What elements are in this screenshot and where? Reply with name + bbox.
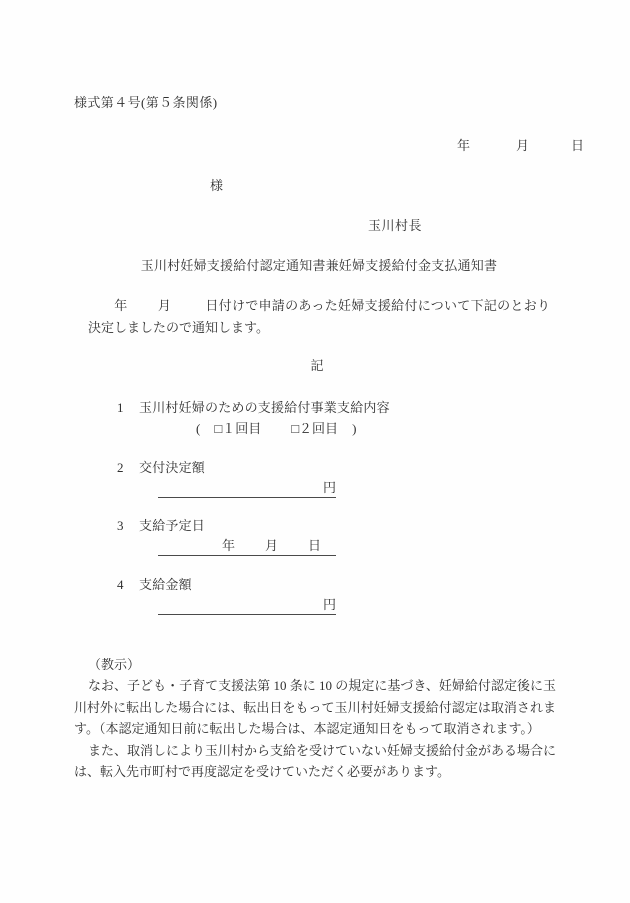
notice-heading: （教示） — [88, 657, 141, 672]
item-3 — [117, 515, 205, 534]
issue-date-day: 日 — [570, 138, 584, 153]
form-number: 様式第４号(第５条関係) — [74, 95, 218, 110]
addressee-honorific: 様 — [210, 178, 224, 193]
paren-close: ) — [352, 421, 357, 436]
paren-open: ( — [196, 421, 201, 436]
notice-paragraph-1: なお、子ども・子育て支援法第 10 条に 10 の規定に基づき、妊婦給付認定後に玉川村外に転出した場合には、転出日をもって玉川村妊婦支援給付認定は取消されます。（本認定通知日前に転出した場合は、本認定通知日をもって取消されます。） — [74, 678, 556, 736]
ki-marker: 記 — [310, 358, 324, 373]
item-4-number: 4 — [117, 577, 124, 592]
item-2 — [117, 457, 205, 476]
issue-date-month: 月 — [515, 138, 529, 153]
item-3-date-field[interactable] — [158, 536, 336, 556]
item-3-month: 月 — [265, 538, 279, 553]
issuer-name: 玉川村長 — [368, 218, 423, 233]
issue-date-year: 年 — [456, 138, 470, 153]
intro-text: 日付けで申請のあった妊婦支援給付について下記のとおり決定しましたので通知します。 — [88, 298, 550, 335]
item-3-day: 日 — [308, 538, 322, 553]
document-title: 玉川村妊婦支援給付認定通知書兼妊婦支援給付金支払通知書 — [140, 258, 498, 273]
item-2-unit: 円 — [322, 480, 336, 495]
intro-year: 年 — [114, 298, 128, 313]
item-4-amount-field[interactable] — [158, 595, 336, 615]
notice-body — [74, 675, 556, 783]
notice-paragraph-2: また、取消しにより玉川村から支給を受けていない妊婦支援給付金がある場合には、転入先市町村で再度認定を受けていただく必要があります。 — [74, 742, 557, 779]
item-2-label: 交付決定額 — [139, 460, 206, 475]
issue-date-line — [0, 135, 584, 154]
intro-paragraph — [88, 295, 550, 339]
item-1-label: 玉川村妊婦のための支援給付事業支給内容 — [139, 400, 390, 415]
item-1 — [117, 397, 390, 416]
item-4 — [117, 574, 192, 593]
item-2-number: 2 — [117, 460, 124, 475]
item-3-label: 支給予定日 — [139, 518, 206, 533]
checkbox-second-time[interactable]: □２回目 — [291, 421, 339, 436]
item-4-unit: 円 — [322, 597, 336, 612]
item-3-year: 年 — [222, 538, 236, 553]
item-3-number: 3 — [117, 518, 124, 533]
item-2-amount-field[interactable] — [158, 478, 336, 498]
intro-month: 月 — [157, 298, 172, 313]
checkbox-first-time[interactable]: □１回目 — [214, 421, 262, 436]
item-1-number: 1 — [117, 400, 124, 415]
item-4-label: 支給金額 — [139, 577, 192, 592]
item-1-options — [196, 418, 356, 437]
